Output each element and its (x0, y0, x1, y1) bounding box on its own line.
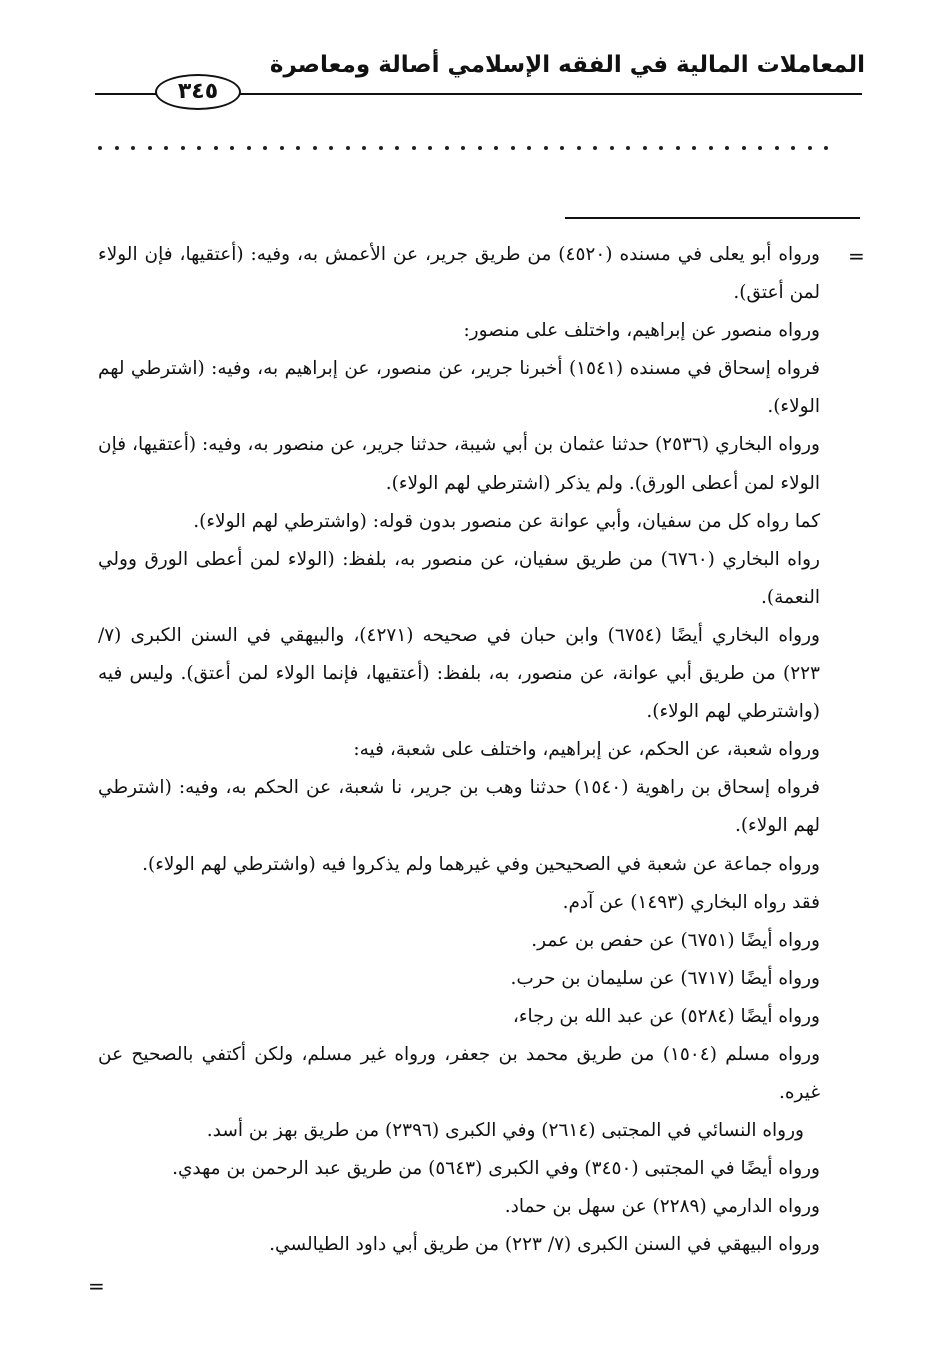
footnote-paragraph: ورواه شعبة، عن الحكم، عن إبراهيم، واختلف على شعبة، فيه: (353, 739, 820, 761)
separator-dot (313, 146, 317, 150)
separator-dot (544, 146, 548, 150)
footnote-paragraph: ورواه النسائي في المجتبى (٢٦١٤) وفي الكبرى (٢٣٩٦) من طريق بهز بن أسد. (206, 1120, 804, 1142)
separator-dot (230, 146, 234, 150)
continuation-mark-bottom: = (88, 1274, 105, 1298)
separator-dot (577, 146, 581, 150)
footnote-paragraph: رواه البخاري (٦٧٦٠) من طريق سفيان، عن منصور به، بلفظ: (الولاء لمن أعطى الورق وولي النعمة). (98, 548, 820, 608)
separator-dot (263, 146, 267, 150)
separator-dot (742, 146, 746, 150)
separator-dot (148, 146, 152, 150)
separator-dot (395, 146, 399, 150)
footnote-paragraph: ورواه البخاري (٢٥٣٦) حدثنا عثمان بن أبي شيبة، حدثنا جرير، عن منصور به، وفيه: (أعتقيها، فإن الولاء لمن أعطى الورق). ولم يذكر (اشترطي لهم الولاء). (98, 434, 820, 494)
separator-dot (808, 146, 812, 150)
dotted-separator (98, 146, 828, 150)
separator-dot (527, 146, 531, 150)
footnote-paragraph: ورواه منصور عن إبراهيم، واختلف على منصور: (463, 320, 820, 342)
footnote-rule (565, 217, 860, 219)
page-number: ٣٤٥ (155, 74, 241, 110)
separator-dot (247, 146, 251, 150)
separator-dot (643, 146, 647, 150)
footnote-paragraph: ورواه أيضًا (٦٧٥١) عن حفص بن عمر. (531, 929, 820, 951)
separator-dot (676, 146, 680, 150)
separator-dot (164, 146, 168, 150)
footnote-paragraph: ورواه البخاري أيضًا (٦٧٥٤) وابن حبان في صحيحه (٤٢٧١)، والبيهقي في السنن الكبرى (٧/ ٢٢٣) من طريق أبي عوانة، عن منصور، به، بلفظ: (أعتقيها، فإنما الولاء لمن أعتق). وليس فيه (واشترطي لهم الولاء). (98, 624, 820, 723)
footnote-paragraph: ورواه البيهقي في السنن الكبرى (٧/ ٢٢٣) من طريق أبي داود الطيالسي. (269, 1234, 820, 1256)
footnote-text (98, 236, 820, 1265)
separator-dot (445, 146, 449, 150)
separator-dot (610, 146, 614, 150)
separator-dot (379, 146, 383, 150)
continuation-mark-top: = (848, 244, 865, 268)
footnote-paragraph: فقد رواه البخاري (١٤٩٣) عن آدم. (562, 891, 820, 913)
footnote-paragraph: كما رواه كل من سفيان، وأبي عوانة عن منصور بدون قوله: (واشترطي لهم الولاء). (193, 510, 820, 532)
footnote-paragraph: ورواه أبو يعلى في مسنده (٤٥٢٠) من طريق جرير، عن الأعمش به، وفيه: (أعتقيها، فإن الولاء لمن أعتق). (98, 244, 820, 304)
separator-dot (494, 146, 498, 150)
separator-dot (725, 146, 729, 150)
separator-dot (626, 146, 630, 150)
separator-dot (593, 146, 597, 150)
separator-dot (362, 146, 366, 150)
separator-dot (791, 146, 795, 150)
footnote-paragraph: ورواه جماعة عن شعبة في الصحيحين وفي غيرهما ولم يذكروا فيه (واشترطي لهم الولاء). (142, 853, 820, 875)
separator-dot (280, 146, 284, 150)
separator-dot (115, 146, 119, 150)
separator-dot (775, 146, 779, 150)
separator-dot (709, 146, 713, 150)
separator-dot (428, 146, 432, 150)
separator-dot (824, 146, 828, 150)
separator-dot (197, 146, 201, 150)
separator-dot (181, 146, 185, 150)
separator-dot (478, 146, 482, 150)
footnote-paragraph: ورواه الدارمي (٢٢٨٩) عن سهل بن حماد. (504, 1196, 820, 1218)
separator-dot (692, 146, 696, 150)
footnote-paragraph: ورواه أيضًا (٦٧١٧) عن سليمان بن حرب. (510, 967, 820, 989)
footnote-paragraph: ورواه أيضًا في المجتبى (٣٤٥٠) وفي الكبرى (٥٦٤٣) من طريق عبد الرحمن بن مهدي. (172, 1158, 820, 1180)
separator-dot (214, 146, 218, 150)
separator-dot (98, 146, 102, 150)
separator-dot (412, 146, 416, 150)
footnote-paragraph: ورواه أيضًا (٥٢٨٤) عن عبد الله بن رجاء، (512, 1005, 820, 1027)
separator-dot (329, 146, 333, 150)
separator-dot (659, 146, 663, 150)
footnote-paragraph: ورواه مسلم (١٥٠٤) من طريق محمد بن جعفر، ورواه غير مسلم، ولكن أكتفي بالصحيح عن غيره. (98, 1043, 821, 1104)
footnote-paragraph: فرواه إسحاق بن راهوية (١٥٤٠) حدثنا وهب بن جرير، نا شعبة، عن الحكم به، وفيه: (اشترطي لهم الولاء). (98, 777, 820, 837)
separator-dot (131, 146, 135, 150)
footnote-paragraph: فرواه إسحاق في مسنده (١٥٤١) أخبرنا جرير، عن منصور، عن إبراهيم به، وفيه: (اشترطي لهم الولاء). (98, 358, 820, 418)
separator-dot (346, 146, 350, 150)
book-title: المعاملات المالية في الفقه الإسلامي أصالة ومعاصرة (269, 52, 865, 78)
separator-dot (758, 146, 762, 150)
separator-dot (560, 146, 564, 150)
separator-dot (511, 146, 515, 150)
separator-dot (461, 146, 465, 150)
separator-dot (296, 146, 300, 150)
